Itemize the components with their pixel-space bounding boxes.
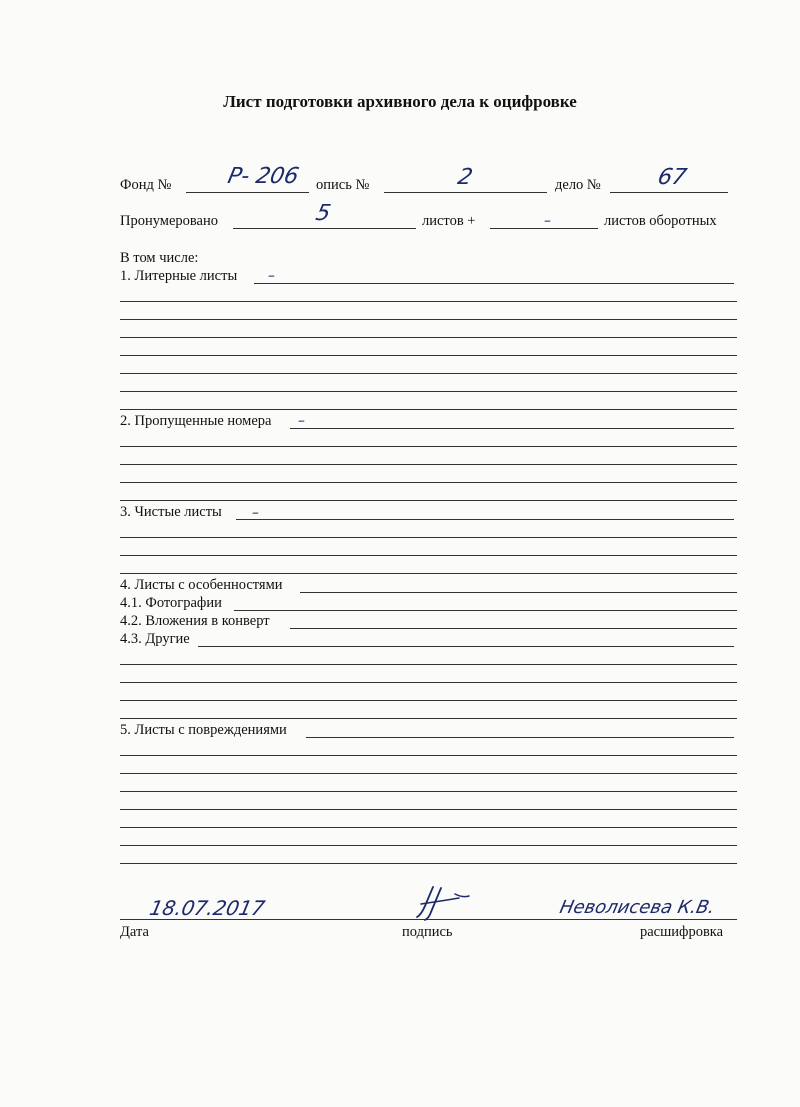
section-4-line: [300, 592, 737, 593]
section-4-2-line: [290, 628, 737, 629]
page-title: Лист подготовки архивного дела к оцифровке: [223, 92, 577, 111]
blank-line: [120, 863, 737, 864]
blank-line: [120, 827, 737, 828]
delo-line: [610, 192, 728, 193]
blank-line: [120, 482, 737, 483]
blank-line: [120, 301, 737, 302]
opis-value[interactable]: 2: [455, 165, 475, 190]
section-4-3-line: [198, 646, 734, 647]
fond-label: Фонд №: [120, 177, 172, 193]
section-1-line: [254, 283, 734, 284]
reverse-value[interactable]: –: [542, 213, 553, 229]
blank-line: [120, 373, 737, 374]
blank-line: [120, 700, 737, 701]
section-2-line: [290, 428, 734, 429]
numbered-label: Пронумеровано: [120, 213, 219, 229]
section-2-value[interactable]: –: [296, 413, 307, 429]
blank-line: [120, 718, 737, 719]
section-4-label: 4. Листы с особенностями: [120, 577, 283, 593]
date-label: Дата: [120, 924, 149, 940]
blank-line: [120, 682, 737, 683]
blank-line: [120, 409, 737, 410]
section-4-2-label: 4.2. Вложения в конверт: [120, 613, 270, 629]
blank-line: [120, 337, 737, 338]
section-3-label: 3. Чистые листы: [120, 504, 222, 520]
section-1-value[interactable]: –: [266, 268, 277, 284]
signature-icon: [405, 884, 475, 924]
opis-line: [384, 192, 547, 193]
section-3-line: [236, 519, 734, 520]
date-value[interactable]: 18.07.2017: [147, 896, 268, 920]
decode-value[interactable]: Неволисева К.В.: [557, 897, 717, 918]
fond-line: [186, 192, 309, 193]
fond-value[interactable]: Р- 206: [225, 164, 301, 189]
blank-line: [120, 573, 737, 574]
blank-line: [120, 773, 737, 774]
decode-label: расшифровка: [640, 924, 724, 940]
blank-line: [120, 755, 737, 756]
section-1-label: 1. Литерные листы: [120, 268, 238, 284]
opis-label: опись №: [316, 177, 370, 193]
section-4-1-label: 4.1. Фотографии: [120, 595, 222, 611]
section-4-1-line: [234, 610, 737, 611]
delo-label: дело №: [555, 177, 601, 193]
blank-line: [120, 809, 737, 810]
section-2-label: 2. Пропущенные номера: [120, 413, 272, 429]
blank-line: [120, 664, 737, 665]
blank-line: [120, 319, 737, 320]
blank-line: [120, 791, 737, 792]
numbered-line: [233, 228, 416, 229]
blank-line: [120, 391, 737, 392]
blank-line: [120, 446, 737, 447]
blank-line: [120, 845, 737, 846]
including-label: В том числе:: [120, 250, 199, 266]
section-5-line: [306, 737, 734, 738]
numbered-value[interactable]: 5: [313, 201, 333, 226]
section-5-label: 5. Листы с повреждениями: [120, 722, 287, 738]
blank-line: [120, 537, 737, 538]
delo-value[interactable]: 67: [655, 165, 689, 190]
blank-line: [120, 555, 737, 556]
blank-line: [120, 500, 737, 501]
sheets-plus-label: листов +: [422, 213, 476, 229]
section-3-value[interactable]: –: [250, 505, 261, 521]
signature-label: подпись: [402, 924, 453, 940]
section-4-3-label: 4.3. Другие: [120, 631, 190, 647]
blank-line: [120, 464, 737, 465]
reverse-label: листов оборотных: [604, 213, 717, 229]
blank-line: [120, 355, 737, 356]
